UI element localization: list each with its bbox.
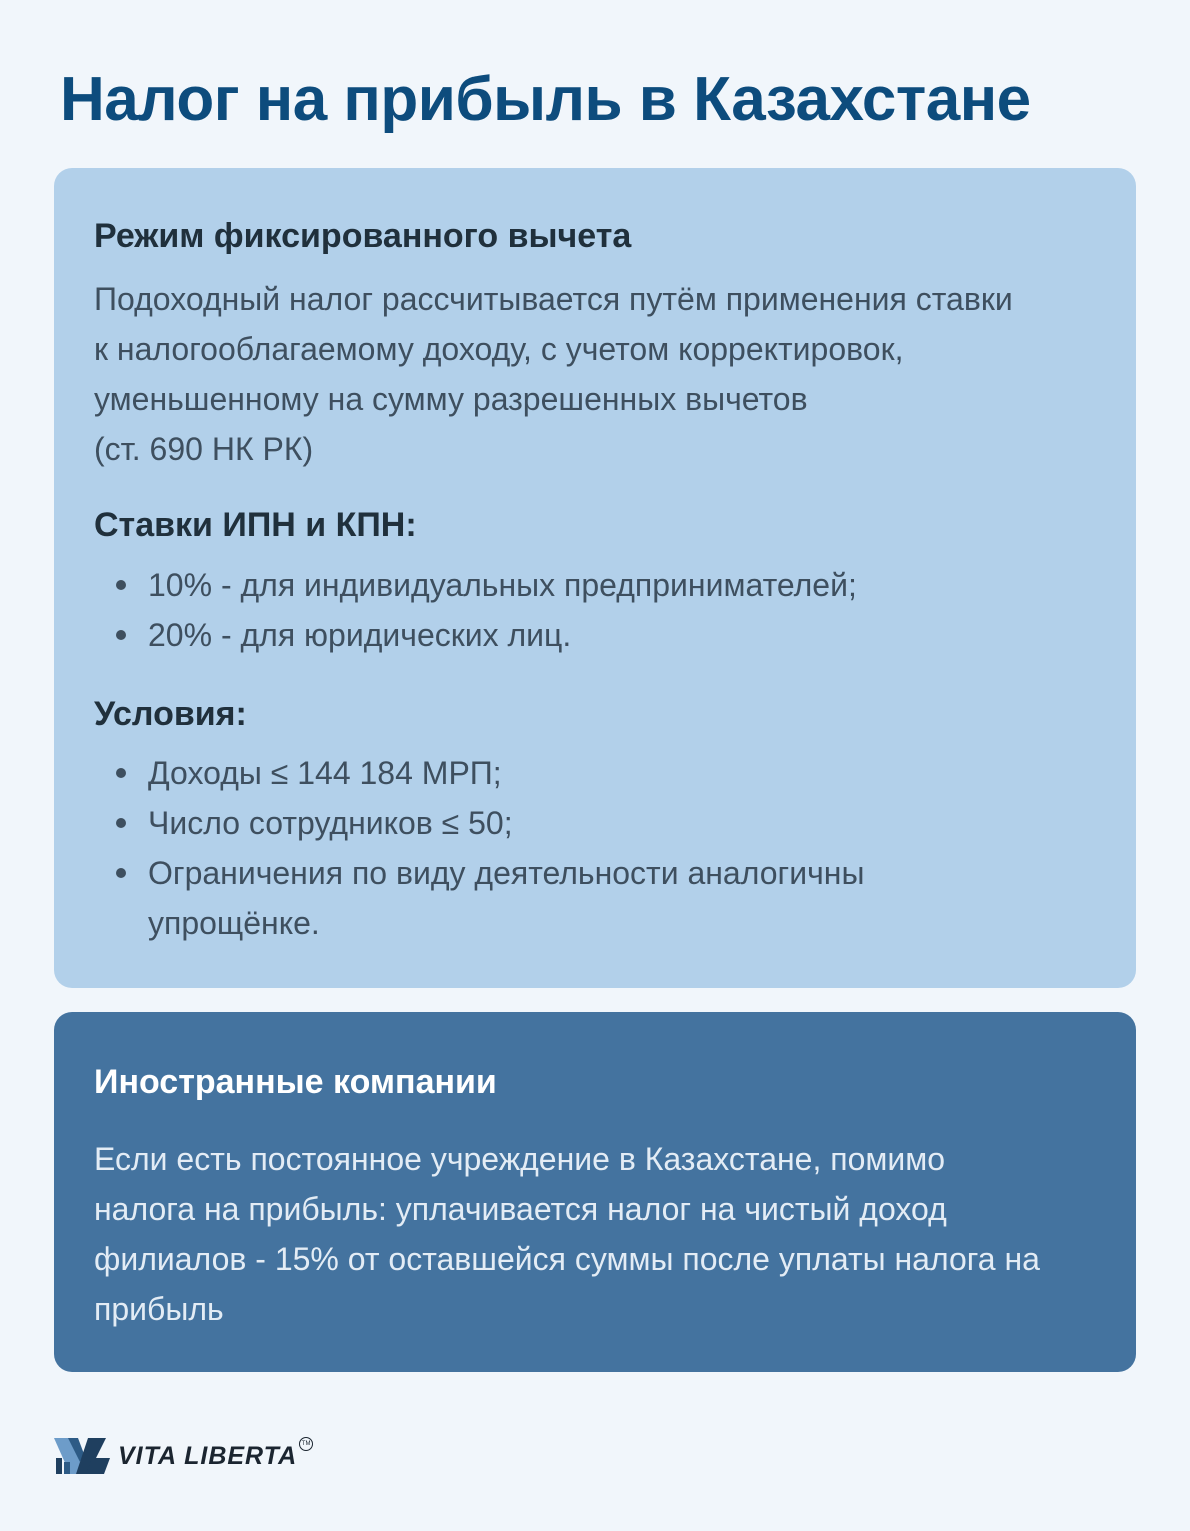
fixed-deduction-card <box>54 168 1136 988</box>
foreign-companies-heading: Иностранные компании <box>94 1063 497 1101</box>
list-item: Доходы ≤ 144 184 МРП; <box>94 748 1094 798</box>
description-line: (ст. 690 НК РК) <box>94 431 314 467</box>
page-title: Налог на прибыль в Казахстане <box>60 65 1031 134</box>
trademark-badge: TM <box>299 1437 313 1451</box>
description-line: к налогооблагаемому доходу, с учетом корректировок, <box>94 331 904 367</box>
description-line: налога на прибыль: уплачивается налог на чистый доход <box>94 1191 947 1227</box>
list-item: 20% - для юридических лиц. <box>94 610 1094 660</box>
bullet-dot <box>116 768 126 778</box>
bullet-dot <box>116 580 126 590</box>
list-item: 10% - для индивидуальных предпринимателей; <box>94 560 1094 610</box>
foreign-companies-description <box>94 1134 1104 1334</box>
list-item: Ограничения по виду деятельности аналогичны упрощёнке. <box>94 848 1094 948</box>
bullet-dot <box>116 868 126 878</box>
list-item: Число сотрудников ≤ 50; <box>94 798 1094 848</box>
description-line: Подоходный налог рассчитывается путём применения ставки <box>94 281 1013 317</box>
logo-text: VITA LIBERTA <box>118 1441 298 1470</box>
description-line: Если есть постоянное учреждение в Казахстане, помимо <box>94 1141 946 1177</box>
description-line: прибыль <box>94 1291 224 1327</box>
fixed-deduction-heading: Режим фиксированного вычета <box>94 217 632 255</box>
description-line: филиалов - 15% от оставшейся суммы после уплаты налога на <box>94 1241 1040 1277</box>
description-line: уменьшенному на сумму разрешенных вычетов <box>94 381 808 417</box>
bullet-dot <box>116 818 126 828</box>
fixed-deduction-description <box>94 274 1104 474</box>
vita-liberta-logo-icon <box>54 1436 110 1476</box>
brand-logo <box>54 1434 313 1478</box>
foreign-companies-card <box>54 1012 1136 1372</box>
bullet-dot <box>116 630 126 640</box>
rates-heading: Ставки ИПН и КПН: <box>94 506 417 544</box>
conditions-heading: Условия: <box>94 695 247 733</box>
conditions-list <box>94 748 1094 948</box>
rates-list <box>94 560 1094 660</box>
